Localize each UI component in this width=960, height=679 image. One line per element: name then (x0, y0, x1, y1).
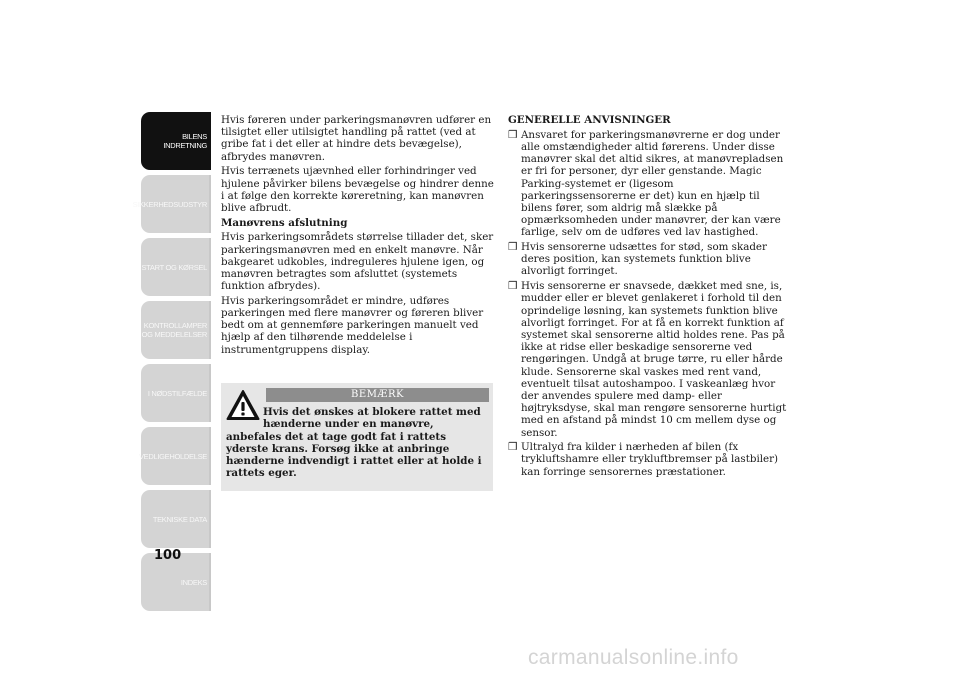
tab-start-og-koersel[interactable]: START OG KØRSEL (141, 238, 211, 296)
checkbox-bullet-icon: ❒ (508, 441, 518, 454)
page-number: 100 (154, 548, 182, 563)
tab-kontrollamper[interactable]: KONTROLLAMPER OG MEDDELELSER (141, 301, 211, 359)
paragraph: Hvis parkeringsområdets størrelse tillader det, sker parkeringsmanøvren med en enkelt manøvre. Når bakgearet udkobles, indreguleres hjulene igen, og manøvren betragtes som afsluttet (systemets funktion afbrydes). (221, 231, 494, 293)
list-item: ❒ Hvis sensorerne er snavsede, dækket med sne, is, mudder eller er blevet genlakeret i forhold til den oprindelige løsning, kan systemets funktion blive alvorligt forringet. For at få en korrekt funktion af systemet skal sensorerne altid holdes rene. Pas på ikke at ridse eller beskadige sensorerne ved rengøringen. Undgå at bruge tørre, ru eller hårde klude. Sensorerne skal vaskes med rent vand, eventuelt tilsat autoshampoo. I vaskeanlæg hvor der anvendes spulere med damp- eller højtryksdyse, skal man rengøre sensorerne hurtigt med en afstand på mindst 10 cm mellem dyse og sensor. (508, 280, 787, 439)
tab-vedligeholdelse[interactable]: VEDLIGEHOLDELSE (141, 427, 211, 485)
tab-tekniske-data[interactable]: TEKNISKE DATA (141, 490, 211, 548)
section-heading: GENERELLE ANVISNINGER (508, 114, 671, 126)
paragraph: Hvis parkeringsområdet er mindre, udføres parkeringen med flere manøvrer og føreren bliver bedt om at gennemføre parkeringen manuelt ved hjælp af den tilhørende meddelelse i instrumentgruppens display. (221, 294, 484, 356)
checkbox-bullet-icon: ❒ (508, 280, 518, 293)
section-heading: Manøvrens afslutning (221, 216, 348, 229)
checkbox-bullet-icon: ❒ (508, 128, 518, 141)
list-item: ❒ Ultralyd fra kilder i nærheden af bilen (fx trykluftshamre eller trykluftbremser på lastbiler) kan forringe sensorernes præstationer. (508, 441, 779, 478)
left-column (221, 114, 497, 358)
checkbox-bullet-icon: ❒ (508, 241, 518, 254)
list-item: ❒ Ansvaret for parkeringsmanøvrerne er dog under alle omstændigheder altid førerens. Under disse manøvrer skal det altid sikres, at manøvrepladsen er fri for personer, dyr eller genstande. Magic Parking-systemet er (ligesom parkeringssensorerne er det) kun en hjælp til bilens fører, som aldrig må slække på opmærksomheden under manøvrer, der kan være farlige, selv om de udføres ved lav hastighed. (508, 128, 784, 239)
tab-indeks[interactable]: INDEKS (141, 553, 211, 611)
tab-i-noedstilfaelde[interactable]: I NØDSTILFÆLDE (141, 364, 211, 422)
list-item: ❒ Hvis sensorerne udsættes for stød, som skader deres position, kan systemets funktion blive alvorligt forringet. (508, 241, 767, 278)
tab-sikkerhedsudstyr[interactable]: SIKKERHEDSUDSTYR (141, 175, 211, 233)
note-box (221, 383, 493, 491)
note-body (226, 406, 486, 480)
tab-bilens-indretning[interactable]: BILENS INDRETNING (141, 112, 211, 170)
note-title: BEMÆRK (266, 388, 489, 402)
note-text: Hvis det ønskes at blokere rattet med hænderne under en manøvre, anbefales det at tage godt fat i rattets yderste krans. Forsøg ikke at anbringe hænderne indvendigt i rattet eller at holde i rattets eger. (226, 406, 482, 480)
watermark: carmanualsonline.info (528, 646, 739, 669)
paragraph: Hvis terrænets ujævnhed eller forhindringer ved hjulene påvirker bilens bevægelse og hindrer denne i at følge den korrekte køreretning, kan manøvren blive afbrudt. (221, 165, 494, 214)
paragraph: Hvis føreren under parkeringsmanøvren udfører en tilsigtet eller utilsigtet handling på rattet (ved at gribe fat i det eller at hindre dets bevægelse), afbrydes manøvren. (221, 114, 492, 163)
right-column (508, 114, 788, 480)
